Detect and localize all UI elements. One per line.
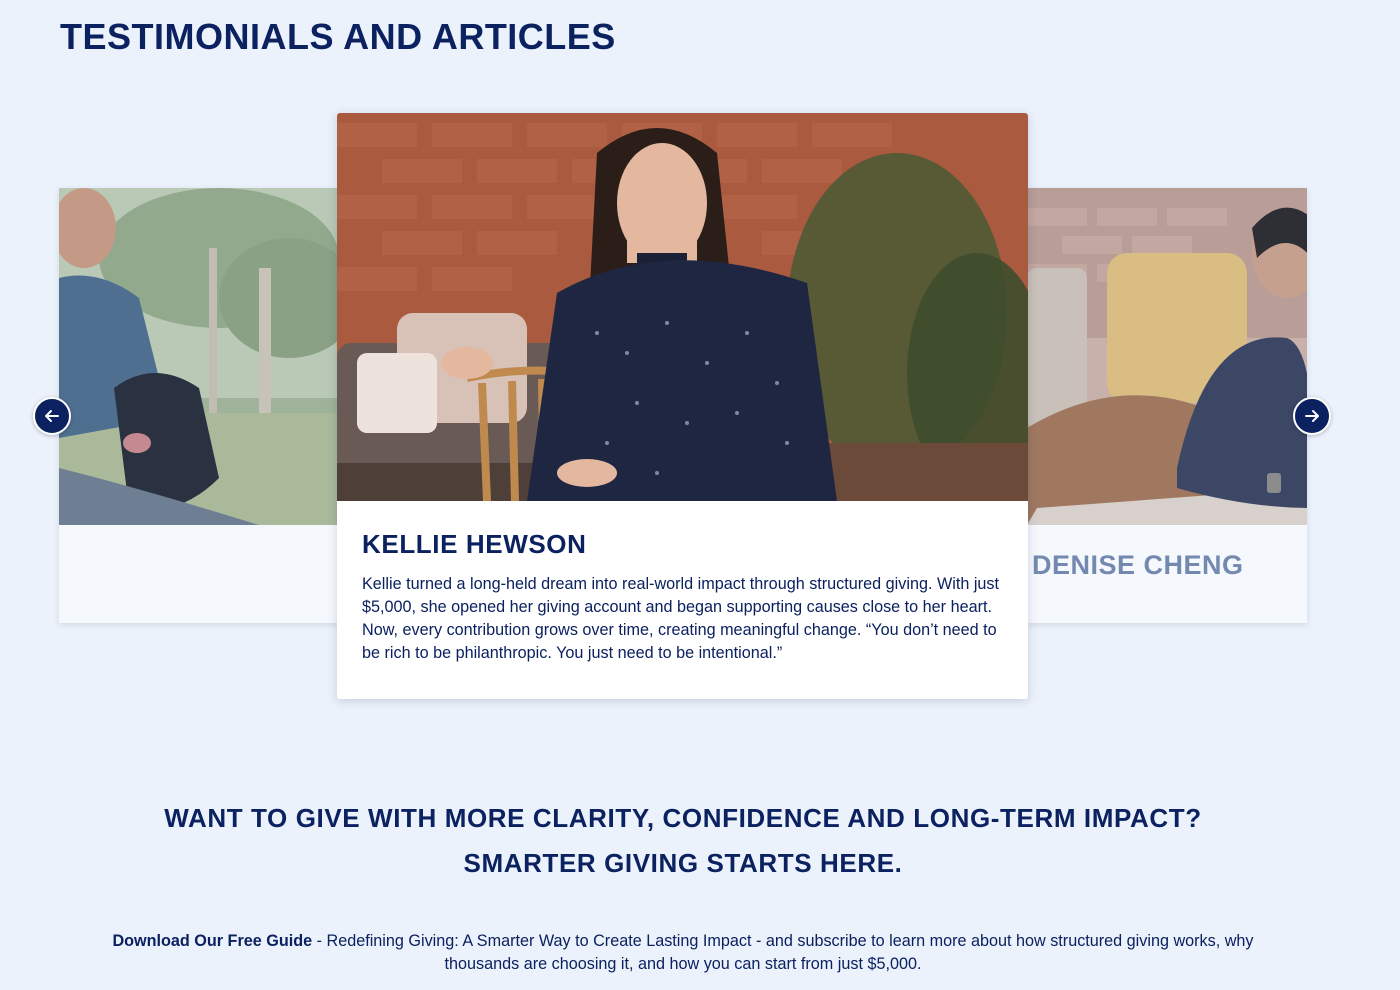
testimonial-card-right[interactable]: [1027, 188, 1307, 623]
carousel-prev-button[interactable]: [33, 397, 71, 435]
testimonial-photo-main: [337, 113, 1028, 501]
testimonial-photo-right: [1027, 188, 1307, 525]
testimonial-card-main[interactable]: [337, 113, 1028, 699]
cta-heading: WANT TO GIVE WITH MORE CLARITY, CONFIDENCE AND LONG-TERM IMPACT?: [164, 803, 1202, 833]
testimonial-text-main: Kellie turned a long-held dream into real-world impact through structured giving. With just $5,000, she opened her giving account and began supporting causes close to her heart. Now, every contribution grows over time, creating meaningful change. “You don’t need to be rich to be philanthropic. You just need to be intentional.”: [362, 575, 1000, 662]
cta-subheading: SMARTER GIVING STARTS HERE.: [463, 848, 903, 878]
testimonial-card-left[interactable]: [59, 188, 339, 623]
arrow-right-icon: [1303, 407, 1321, 425]
download-guide-link[interactable]: Download Our Free Guide: [112, 932, 313, 950]
testimonial-photo-left: [59, 188, 339, 525]
carousel-next-button[interactable]: [1293, 397, 1331, 435]
testimonial-name-main: KELLIE HEWSON: [362, 529, 587, 559]
guide-description: - Redefining Giving: A Smarter Way to Create Lasting Impact - and subscribe to learn more about how structured giving works, why thousands are choosing it, and how you can start from just $5,000.: [312, 932, 1254, 973]
guide-paragraph: [80, 930, 1286, 976]
section-title: TESTIMONIALS AND ARTICLES: [60, 16, 616, 57]
testimonial-name-right: DENISE CHENG: [1032, 550, 1244, 580]
arrow-left-icon: [43, 407, 61, 425]
